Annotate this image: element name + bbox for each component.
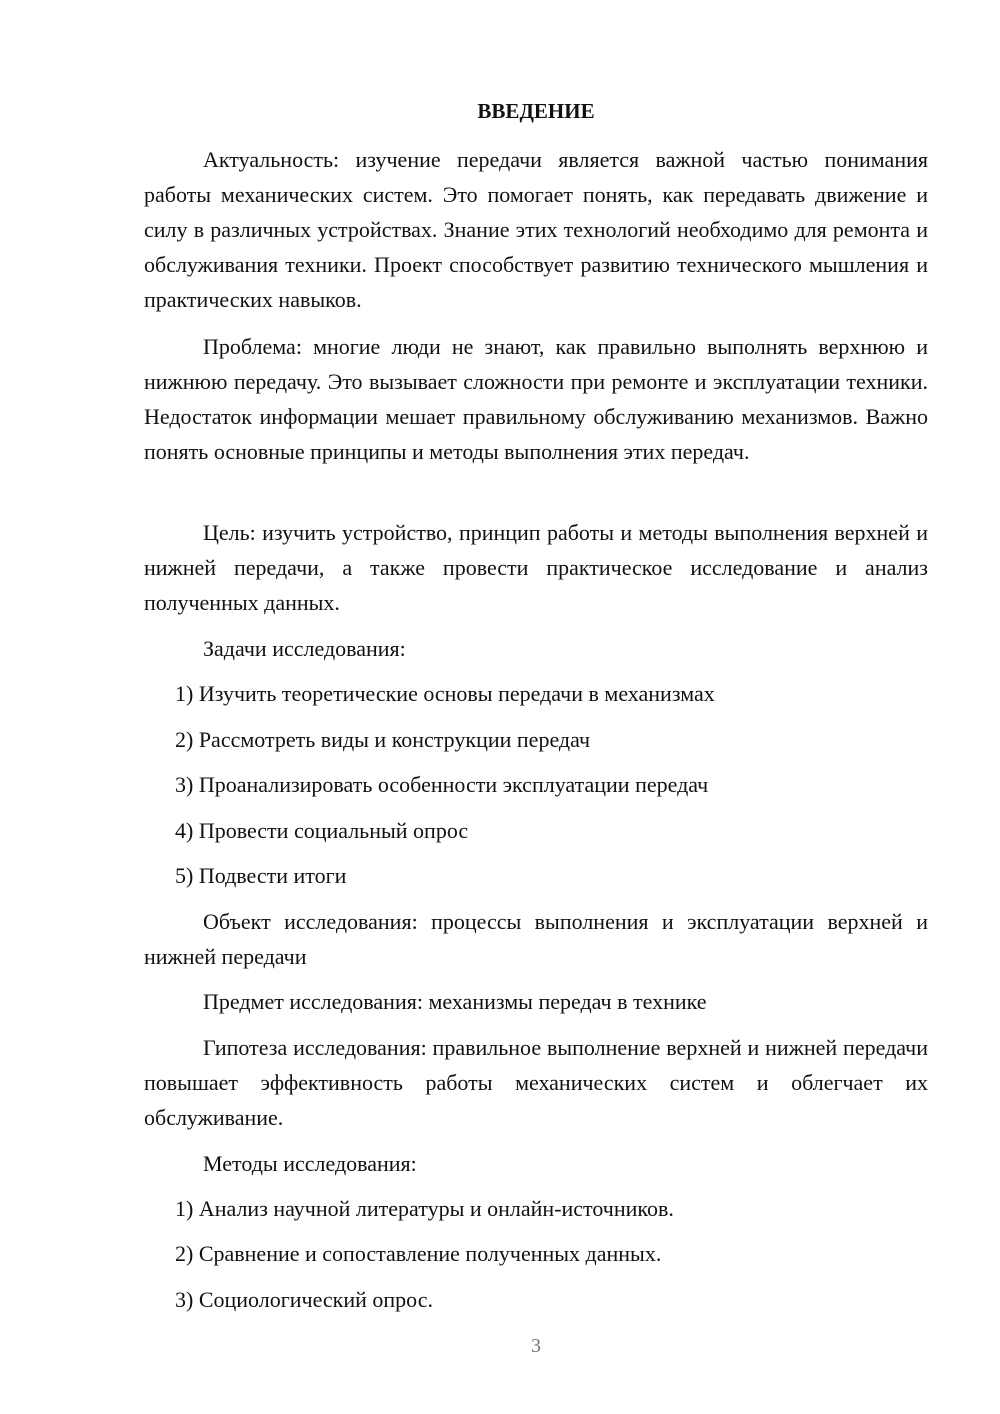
method-item-1: 1) Анализ научной литературы и онлайн-источников. bbox=[175, 1196, 674, 1221]
task-item-5: 5) Подвести итоги bbox=[175, 863, 347, 888]
methods-heading: Методы исследования: bbox=[203, 1151, 417, 1176]
hypothesis-paragraph: Гипотеза исследования: правильное выполнение верхней и нижней передачи повышает эффективность работы механических систем и облегчает их обслуживание. bbox=[144, 1035, 928, 1130]
method-item-2: 2) Сравнение и сопоставление полученных данных. bbox=[175, 1241, 662, 1266]
page-number: 3 bbox=[531, 1335, 541, 1357]
tasks-heading: Задачи исследования: bbox=[203, 636, 406, 661]
task-item-4: 4) Провести социальный опрос bbox=[175, 818, 469, 843]
goal-paragraph: Цель: изучить устройство, принцип работы и методы выполнения верхней и нижней передачи, а также провести практическое исследование и анализ полученных данных. bbox=[144, 520, 928, 615]
relevance-paragraph: Актуальность: изучение передачи является важной частью понимания работы механических систем. Это помогает понять, как передавать движение и силу в различных устройствах. Знание этих технологий необходимо для ремонта и обслуживания техники. Проект способствует развитию технического мышления и практических навыков. bbox=[144, 147, 928, 312]
subject-paragraph: Предмет исследования: механизмы передач в технике bbox=[203, 989, 707, 1014]
task-item-3: 3) Проанализировать особенности эксплуатации передач bbox=[175, 772, 709, 797]
method-item-3: 3) Социологический опрос. bbox=[175, 1287, 433, 1312]
problem-paragraph: Проблема: многие люди не знают, как правильно выполнять верхнюю и нижнюю передачу. Это вызывает сложности при ремонте и эксплуатации техники. Недостаток информации мешает правильному обслуживанию механизмов. Важно понять основные принципы и методы выполнения этих передач. bbox=[144, 334, 928, 464]
section-title: ВВЕДЕНИЕ bbox=[477, 99, 595, 123]
task-item-1: 1) Изучить теоретические основы передачи в механизмах bbox=[175, 681, 715, 706]
object-paragraph: Объект исследования: процессы выполнения и эксплуатации верхней и нижней передачи bbox=[144, 909, 928, 969]
task-item-2: 2) Рассмотреть виды и конструкции передач bbox=[175, 727, 591, 752]
